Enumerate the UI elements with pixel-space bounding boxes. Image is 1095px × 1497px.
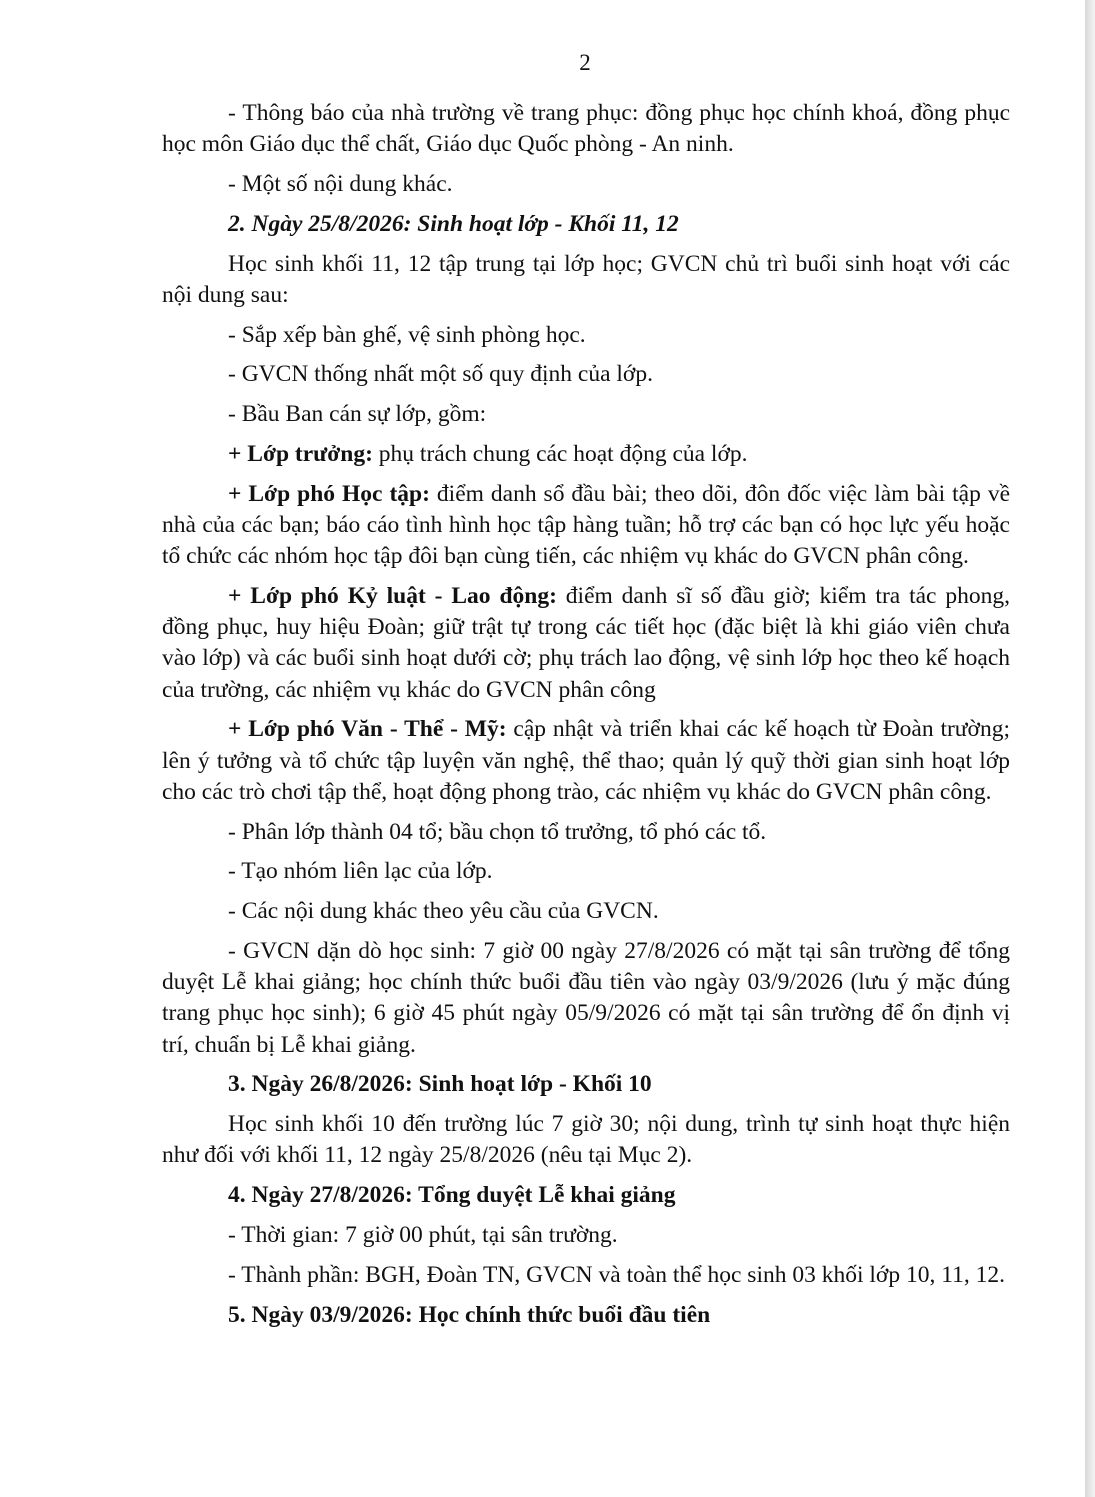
role-description: phụ trách chung các hoạt động của lớp. — [372, 440, 748, 467]
paragraph-class-rules: - GVCN thống nhất một số quy định của lớp. — [228, 361, 653, 388]
page-number: 2 — [579, 50, 591, 75]
document-body — [162, 98, 1010, 1331]
paragraph-arrange-desks: - Sắp xếp bàn ghế, vệ sinh phòng học. — [228, 321, 586, 348]
paragraph-elect-committee: - Bầu Ban cán sự lớp, gồm: — [228, 401, 487, 428]
role-description: cập nhật và triển khai các kế hoạch từ Đoàn trường; lên ý tưởng và tổ chức tập luyện văn nghệ, thể thao; quản lý quỹ thời gian sinh hoạt lớp cho các trò chơi tập thể, hoạt động phong trào, các nhiệm vụ khác do GVCN phân công. — [162, 716, 1011, 805]
role-label: + Lớp trưởng: — [228, 440, 373, 467]
section-heading-3: 3. Ngày 26/8/2026: Sinh hoạt lớp - Khối 10 — [228, 1071, 652, 1098]
role-label: + Lớp phó Văn - Thể - Mỹ: — [228, 716, 507, 743]
role-discipline-deputy — [162, 581, 1010, 706]
paragraph-rehearsal-participants: - Thành phần: BGH, Đoàn TN, GVCN và toàn thể học sinh 03 khối lớp 10, 11, 12. — [228, 1261, 1005, 1288]
role-label: + Lớp phó Học tập: — [228, 480, 430, 507]
paragraph-uniform-notice: - Thông báo của nhà trường về trang phục: đồng phục học chính khoá, đồng phục học môn Giáo dục thể chất, Giáo dục Quốc phòng - An ninh. — [162, 100, 1010, 158]
paragraph-contact-group: - Tạo nhóm liên lạc của lớp. — [228, 858, 493, 885]
paragraph-teacher-reminders: - GVCN dặn dò học sinh: 7 giờ 00 ngày 27/8/2026 có mặt tại sân trường để tổng duyệt Lễ khai giảng; học chính thức buổi đầu tiên vào ngày 03/9/2026 (lưu ý mặc đúng trang phục học sinh); 6 giờ 45 phút ngày 05/9/2026 có mặt tại sân trường để ổn định vị trí, chuẩn bị Lễ khai giảng. — [162, 937, 1010, 1058]
paragraph-divide-groups: - Phân lớp thành 04 tổ; bầu chọn tổ trưởng, tổ phó các tổ. — [228, 818, 767, 845]
paragraph-grade-10: Học sinh khối 10 đến trường lúc 7 giờ 30; nội dung, trình tự sinh hoạt thực hiện như đối với khối 11, 12 ngày 25/8/2026 (nêu tại Mục 2). — [162, 1111, 1010, 1169]
role-arts-sports-deputy — [162, 714, 1010, 808]
section-heading-2: 2. Ngày 25/8/2026: Sinh hoạt lớp - Khối 11, 12 — [228, 210, 679, 237]
section-heading-4: 4. Ngày 27/8/2026: Tổng duyệt Lễ khai giảng — [228, 1182, 676, 1209]
paragraph-grade-11-12-intro: Học sinh khối 11, 12 tập trung tại lớp học; GVCN chủ trì buổi sinh hoạt với các nội dung sau: — [162, 250, 1010, 308]
section-heading-5: 5. Ngày 03/9/2026: Học chính thức buổi đầu tiên — [228, 1301, 711, 1328]
paragraph-rehearsal-time: - Thời gian: 7 giờ 00 phút, tại sân trường. — [228, 1221, 618, 1248]
role-label: + Lớp phó Kỷ luật - Lao động: — [228, 582, 557, 609]
role-study-deputy — [162, 479, 1010, 573]
paragraph-other-content: - Một số nội dung khác. — [228, 171, 453, 197]
paragraph-other-requests: - Các nội dung khác theo yêu cầu của GVCN. — [228, 898, 659, 925]
role-class-monitor — [162, 439, 1010, 470]
role-description: điểm danh sĩ số đầu giờ; kiểm tra tác phong, đồng phục, huy hiệu Đoàn; giữ trật tự trong các tiết học (đặc biệt là khi giáo viên chưa vào lớp) và các buổi sinh hoạt dưới cờ; phụ trách lao động, vệ sinh lớp học theo kế hoạch của trường, các nhiệm vụ khác do GVCN phân công — [162, 582, 1010, 703]
role-description: điểm danh sổ đầu bài; theo dõi, đôn đốc việc làm bài tập về nhà của các bạn; báo cáo tình hình học tập hàng tuần; hỗ trợ các bạn có học lực yếu hoặc tổ chức các nhóm học tập đôi bạn cùng tiến, các nhiệm vụ khác do GVCN phân công. — [162, 480, 1010, 570]
page-edge-shadow — [1085, 0, 1095, 1497]
